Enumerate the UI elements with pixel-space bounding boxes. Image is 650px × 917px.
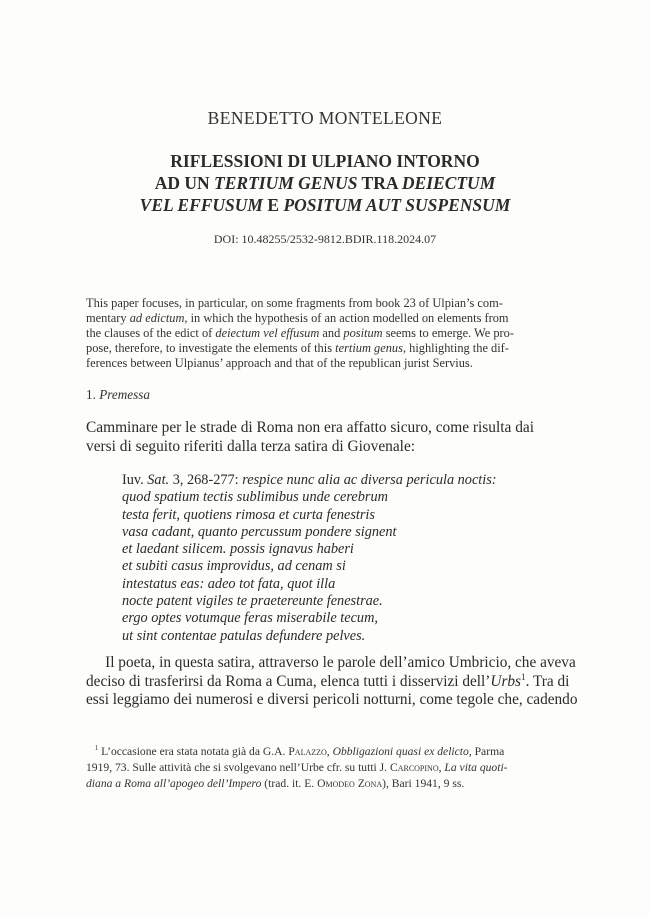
title-italic: POSITUM AUT SUSPENSUM xyxy=(283,195,511,215)
verse-line: ut sint contentae patulas defundere pelves. xyxy=(122,627,366,644)
verse-line: vasa cadant, quanto percussum pondere signent xyxy=(122,523,397,540)
paragraph-italic: Urbs xyxy=(490,672,522,690)
abstract-line xyxy=(86,311,564,326)
verse-reference: Iuv. xyxy=(122,472,148,488)
verse-line: testa ferit, quotiens rimosa et curta fenestris xyxy=(122,506,375,523)
abstract-text: , highlighting the dif- xyxy=(402,341,509,355)
title-line-3 xyxy=(0,194,650,216)
footnote-italic: diana a Roma all’apogeo dell’Impero xyxy=(86,777,262,790)
section-title: Premessa xyxy=(99,387,150,402)
footnote-italic: Obbligazioni quasi ex delicto xyxy=(332,745,469,758)
article-title xyxy=(0,150,650,216)
doi-identifier: DOI: 10.48255/2532-9812.BDIR.118.2024.07 xyxy=(213,232,437,246)
abstract-text: pose, therefore, to investigate the elements of this xyxy=(86,341,336,355)
verse-line: ergo optes votumque feras miserabile tecum, xyxy=(122,610,378,627)
abstract-line: ferences between Ulpianus’ approach and that of the republican jurist Servius. xyxy=(86,356,473,370)
abstract-text: mentary xyxy=(86,311,130,325)
title-italic: VEL EFFUSUM xyxy=(139,195,263,215)
title-text: AD UN xyxy=(154,173,215,193)
abstract-text: , in which the hypothesis of an action modelled on elements from xyxy=(184,311,509,325)
paragraph-line: versi di seguito riferiti dalla terza satira di Giovenale: xyxy=(86,437,416,455)
footnote-author: Carcopino xyxy=(389,761,439,774)
title-italic: DEIECTUM xyxy=(401,173,496,193)
footnote-text: (trad. it. E. xyxy=(261,777,318,790)
abstract-italic: positum xyxy=(343,326,383,340)
paragraph-line: Camminare per le strade di Roma non era affatto sicuro, come risulta dai xyxy=(86,419,535,436)
footnote-author: Palazzo xyxy=(288,745,327,758)
verse-line: quod spatium tectis sublimibus unde cerebrum xyxy=(122,489,388,506)
paragraph-line xyxy=(86,671,570,692)
footnote-italic: La vita quoti- xyxy=(444,761,508,774)
abstract-line xyxy=(86,341,564,356)
verse-text: respice nunc alia ac diversa pericula noctis: xyxy=(242,472,497,488)
verse-line xyxy=(122,472,497,489)
paragraph-text: . Tra di xyxy=(525,672,570,690)
abstract-text: and xyxy=(319,326,344,340)
abstract-italic: deiectum vel effusum xyxy=(215,326,320,340)
body-paragraph-1 xyxy=(86,419,564,456)
footnote-author: Omodeo Zona xyxy=(317,777,383,790)
abstract-line: This paper focuses, in particular, on some fragments from book 23 of Ulpian’s com- xyxy=(86,296,503,310)
footnote-line xyxy=(86,760,564,776)
abstract-italic: tertium genus xyxy=(335,341,403,355)
footnote-text: , xyxy=(326,745,333,758)
paragraph-text: Il poeta, in questa satira, attraverso le parole dell’amico Umbricio, che aveva xyxy=(105,654,576,671)
footnote-text: ), Bari 1941, 9 ss. xyxy=(382,777,465,790)
title-text: E xyxy=(263,195,284,215)
verse-line: et subiti casus improvidus, ad cenam si xyxy=(122,558,346,575)
footnote-text: L’occasione era stata notata già da G.A. xyxy=(98,745,289,758)
footnote-line xyxy=(86,776,564,792)
footnote-text: , xyxy=(438,761,445,774)
paragraph-line xyxy=(86,654,576,673)
footnote-marker[interactable]: 1 xyxy=(521,671,526,682)
title-line-1 xyxy=(0,150,650,172)
verse-line: et laedant silicem. possis ignavus haberi xyxy=(122,541,354,558)
footnote-text: , Parma xyxy=(468,745,505,758)
footnote-1 xyxy=(86,744,564,792)
paragraph-line: essi leggiamo dei numerosi e diversi pericoli notturni, come tegole che, cadendo xyxy=(86,691,578,709)
abstract-line xyxy=(86,326,564,341)
abstract xyxy=(86,296,564,371)
verse-quotation xyxy=(122,472,497,645)
title-line-2 xyxy=(0,172,650,194)
section-number: 1. xyxy=(86,387,100,402)
abstract-italic: ad edictum xyxy=(129,311,185,325)
verse-reference-italic: Sat. xyxy=(147,472,170,488)
section-heading xyxy=(86,387,150,403)
verse-line: nocte patent vigiles te praetereunte fenestrae. xyxy=(122,593,383,610)
verse-line: intestatus eas: adeo tot fata, quot illa xyxy=(122,575,336,592)
author-name: BENEDETTO MONTELEONE xyxy=(207,108,443,128)
footnote-number: 1 xyxy=(94,744,99,753)
body-paragraph-2 xyxy=(86,654,578,710)
paragraph-text: deciso di trasferirsi da Roma a Cuma, elenca tutti i disservizi dell’ xyxy=(86,672,491,690)
title-text: RIFLESSIONI DI ULPIANO INTORNO xyxy=(170,151,480,171)
title-italic: TERTIUM GENUS xyxy=(214,173,358,193)
title-text: TRA xyxy=(357,173,402,193)
abstract-text: seems to emerge. We pro- xyxy=(382,326,514,340)
footnote-line xyxy=(86,744,564,760)
verse-reference: 3, 268-277: xyxy=(169,472,243,488)
footnote-text: 1919, 73. Sulle attività che si svolgevano nell’Urbe cfr. su tutti J. xyxy=(86,761,390,774)
abstract-text: the clauses of the edict of xyxy=(86,326,216,340)
